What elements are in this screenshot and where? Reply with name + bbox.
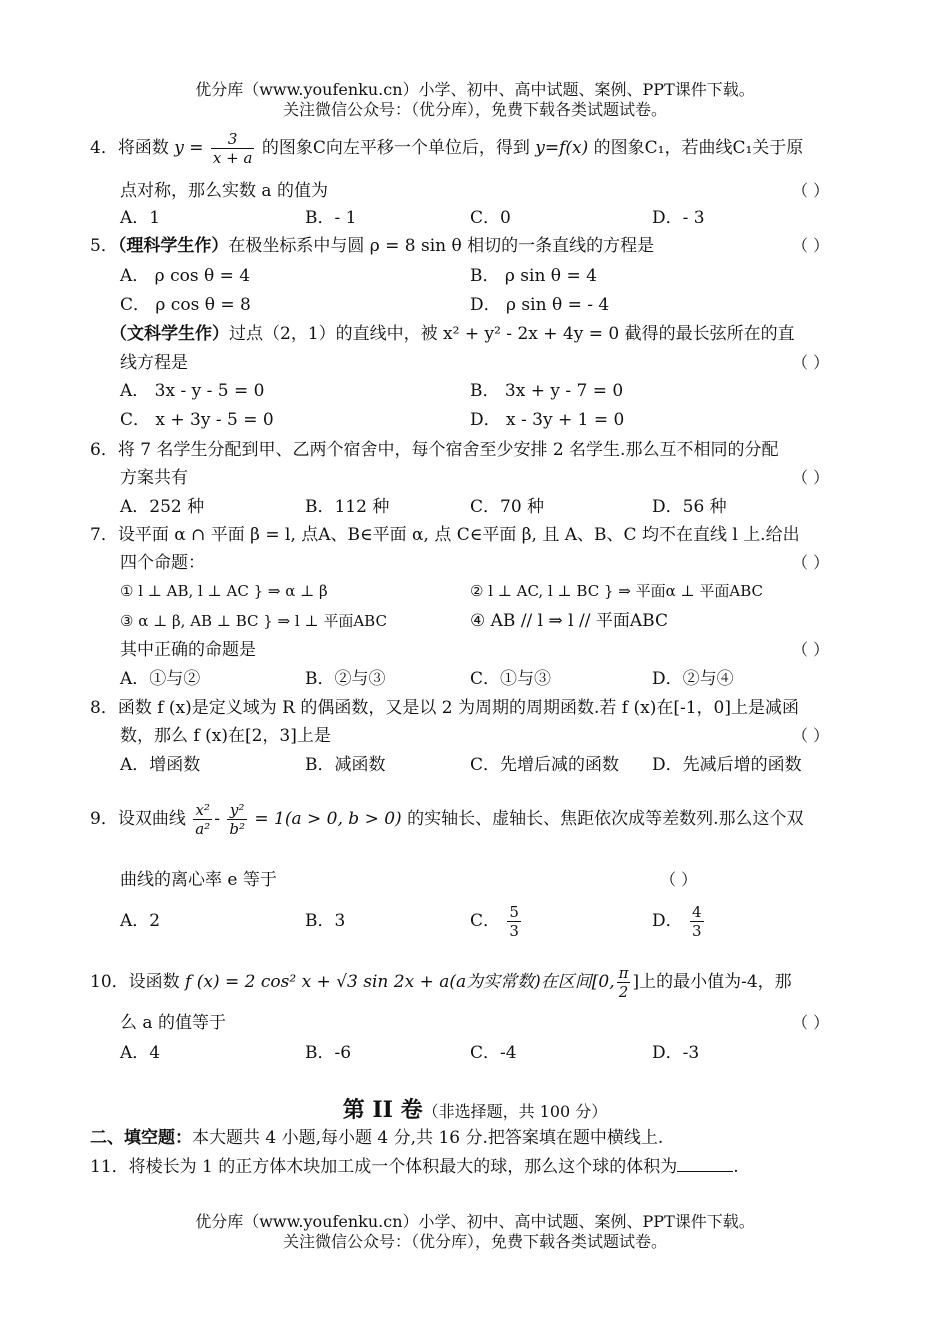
header-line-1: 优分库（www.youfenku.cn）小学、初中、高中试题、案例、PPT课件下载。 <box>195 80 755 99</box>
q11-answer-blank[interactable] <box>677 1155 733 1172</box>
q7-answer-bracket-2: （ ） <box>792 640 830 659</box>
question-11 <box>90 1155 739 1178</box>
fill-in-instructions: 本大题共 4 小题,每小题 4 分,共 16 分.把答案填在题中横线上. <box>192 1128 664 1148</box>
part-2-subtitle: （非选择题，共 100 分） <box>422 1102 608 1121</box>
q7-answer-bracket: （ ） <box>792 553 830 572</box>
q7-question: 其中正确的命题是 <box>120 640 256 660</box>
q5-prefix: 5． <box>90 236 118 256</box>
q11-text: 11．将棱长为 1 的正方体木块加工成一个体积最大的球，那么这个球的体积为 <box>90 1157 678 1177</box>
q5-lib-line-2: 线方程是 <box>120 353 188 373</box>
q10-option-c: C．-4 <box>470 1043 517 1063</box>
part-2-title <box>0 1096 950 1126</box>
q7-proposition-2: ② l ⊥ AC, l ⊥ BC } ⇒ 平面α ⊥ 平面ABC <box>470 582 763 600</box>
question-9-line-2: 曲线的离心率 e 等于 <box>120 870 277 890</box>
q9-fraction-y <box>227 801 247 838</box>
question-4-line-2: 点对称，那么实数 a 的值为 <box>120 181 328 201</box>
question-10-line-2: 么 a 的值等于 <box>120 1013 226 1033</box>
q4-text-c: 的图象C₁，若曲线C₁关于原 <box>593 138 804 158</box>
q7-option-c: C．①与③ <box>470 669 552 689</box>
q4-option-c: C．0 <box>470 208 511 228</box>
q8-option-b: B．减函数 <box>305 755 386 775</box>
q10-pi-fraction <box>617 964 631 1001</box>
fill-in-section-heading <box>90 1127 663 1149</box>
q10-option-d: D．-3 <box>652 1043 700 1063</box>
question-5-sci <box>90 235 654 257</box>
q9-option-c <box>470 898 523 944</box>
question-9-line-1 <box>90 797 804 841</box>
q9-fraction-x <box>193 801 212 838</box>
q4-option-a: A．1 <box>120 208 161 228</box>
q10-answer-bracket: （ ） <box>792 1013 830 1032</box>
q6-answer-bracket: （ ） <box>792 468 830 487</box>
q10-option-a: A．4 <box>120 1043 161 1063</box>
q8-option-a: A．增函数 <box>120 755 201 775</box>
q5-lib-answer-bracket: （ ） <box>792 353 830 372</box>
q6-option-a: A．252 种 <box>120 497 205 517</box>
q9-equation-rest: = 1(a > 0, b > 0) <box>254 809 402 829</box>
q4-fraction <box>211 130 255 167</box>
q9-option-d <box>652 898 706 944</box>
q6-option-c: C．70 种 <box>470 497 545 517</box>
footer-line-2: 关注微信公众号：（优分库），免费下载各类试题试卷。 <box>282 1232 667 1251</box>
q7-proposition-4: ④ AB // l ⇒ l // 平面ABC <box>470 611 668 631</box>
q9-frac-y-num: y² <box>227 801 247 820</box>
q4-frac-num: 3 <box>211 130 255 149</box>
question-7-line-2: 四个命题： <box>120 553 205 573</box>
q9-frac-x-num: x² <box>193 801 212 820</box>
q9-frac-x-den: a² <box>195 820 211 838</box>
q5-lib-option-a: A． 3x - y - 5 = 0 <box>120 381 265 401</box>
q9-option-d-fraction <box>690 903 704 940</box>
q4-text-b: 的图象C向左平移一个单位后，得到 <box>261 138 530 158</box>
q4-answer-bracket: （ ） <box>792 181 830 200</box>
q4-text-a: 4．将函数 <box>90 138 169 158</box>
q5-option-c: C． ρ cos θ = 8 <box>120 295 251 315</box>
q10-pi-den: 2 <box>618 983 629 1001</box>
q5-lib-option-c: C． x + 3y - 5 = 0 <box>120 410 274 430</box>
q9-option-b: B．3 <box>305 911 346 931</box>
q9-option-d-den: 3 <box>692 922 702 940</box>
question-7-line-1: 7．设平面 α ∩ 平面 β = l, 点A、B∈平面 α, 点 C∈平面 β, 且 A、B、C 均不在直线 l 上.给出 <box>90 525 800 545</box>
q4-y-eq: y = <box>174 138 204 158</box>
q5-answer-bracket: （ ） <box>792 236 830 255</box>
question-8-line-2: 数，那么 f (x)在[2，3]上是 <box>120 726 331 746</box>
q9-option-c-num: 5 <box>509 903 519 921</box>
q8-answer-bracket: （ ） <box>792 726 830 745</box>
q9-frac-y-den: b² <box>229 820 245 838</box>
q9-option-c-fraction <box>507 903 521 940</box>
q5-lib-option-b: B． 3x + y - 7 = 0 <box>470 381 624 401</box>
q7-option-b: B．②与③ <box>305 669 386 689</box>
q4-option-d: D．- 3 <box>652 208 705 228</box>
fill-in-label: 二、填空题： <box>90 1128 192 1148</box>
q10-option-b: B．-6 <box>305 1043 352 1063</box>
q8-option-d: D．先减后增的函数 <box>652 755 802 775</box>
question-5-lib <box>110 323 795 345</box>
question-8-line-1: 8．函数 f (x)是定义域为 R 的偶函数，又是以 2 为周期的周期函数.若 f (x)在[-1，0]上是减函 <box>90 698 799 718</box>
q9-text-a: 9．设双曲线 <box>90 809 186 829</box>
q6-option-b: B．112 种 <box>305 497 390 517</box>
question-10-line-1 <box>90 960 792 1004</box>
q4-option-b: B．- 1 <box>305 208 357 228</box>
question-4-line-1 <box>90 128 803 168</box>
q7-option-d: D．②与④ <box>652 669 734 689</box>
q10-expression: f (x) = 2 cos² x + √3 sin 2x + a(a为实常数)在区间[0, <box>185 972 615 992</box>
q5-option-b: B． ρ sin θ = 4 <box>470 266 597 286</box>
q11-end: . <box>733 1157 739 1177</box>
q8-option-c: C．先增后减的函数 <box>470 755 620 775</box>
q7-proposition-3: ③ α ⊥ β, AB ⊥ BC } ⇒ l ⊥ 平面ABC <box>120 612 387 630</box>
q10-text-a: 10．设函数 <box>90 972 180 992</box>
q10-pi-num: π <box>618 964 629 982</box>
question-6-line-1: 6．将 7 名学生分配到甲、乙两个宿舍中，每个宿舍至少安排 2 名学生.那么互不相同的分配 <box>90 440 779 460</box>
q5-text-lib: 过点（2，1）的直线中，被 x² + y² - 2x + 4y = 0 截得的最长弦所在的直 <box>229 324 795 344</box>
q5-option-d: D． ρ sin θ = - 4 <box>470 295 610 315</box>
q9-option-d-label: D． <box>652 911 683 931</box>
q9-minus: - <box>214 809 220 829</box>
q5-tag-sci: （理科学生作） <box>117 236 229 256</box>
q9-option-d-num: 4 <box>692 903 702 921</box>
q10-text-b: ]上的最小值为-4，那 <box>632 972 792 992</box>
q9-option-c-den: 3 <box>509 922 519 940</box>
q4-frac-den: x + a <box>212 149 253 167</box>
q7-option-a: A．①与② <box>120 669 201 689</box>
q4-fx: y=f(x) <box>535 138 589 158</box>
q9-answer-bracket: （ ） <box>660 870 698 889</box>
q5-lib-option-d: D． x - 3y + 1 = 0 <box>470 410 625 430</box>
q9-text-b: 的实轴长、虚轴长、焦距依次成等差数列.那么这个双 <box>407 809 804 829</box>
q5-text-sci: 在极坐标系中与圆 ρ = 8 sin θ 相切的一条直线的方程是 <box>228 236 655 256</box>
q5-option-a: A． ρ cos θ = 4 <box>120 266 251 286</box>
q6-option-d: D．56 种 <box>652 497 727 517</box>
q9-option-a: A．2 <box>120 911 161 931</box>
part-2-title-main: 第 II 卷 <box>342 1097 423 1123</box>
header-line-2: 关注微信公众号：（优分库），免费下载各类试题试卷。 <box>282 100 667 119</box>
q7-proposition-1: ① l ⊥ AB, l ⊥ AC } ⇒ α ⊥ β <box>120 582 328 600</box>
footer-line-1: 优分库（www.youfenku.cn）小学、初中、高中试题、案例、PPT课件下载。 <box>195 1212 755 1231</box>
q5-tag-lib: （文科学生作） <box>110 324 229 344</box>
question-6-line-2: 方案共有 <box>120 468 188 488</box>
q9-option-c-label: C． <box>470 911 501 931</box>
